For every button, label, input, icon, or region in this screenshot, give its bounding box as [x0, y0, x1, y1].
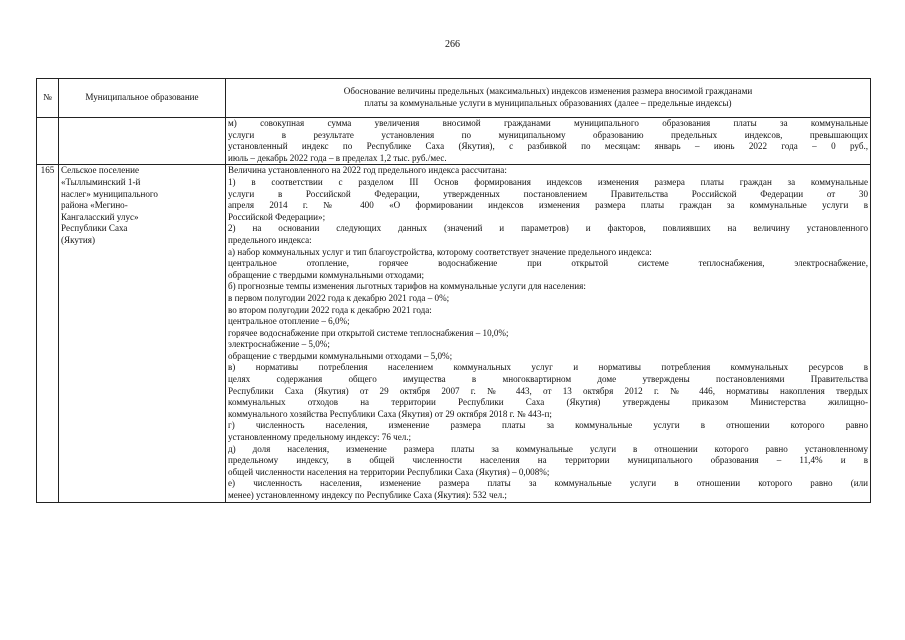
municipality-name-line: наслег» муниципального [61, 188, 158, 199]
text-line: установленный индекс по Республике Саха (Якутия), с разбивкой по месяцам: январь – июнь 2022 года – 0 руб., [228, 141, 868, 152]
row-number: 165 [37, 165, 59, 502]
text-line: обращение с твердыми коммунальными отходами; [228, 269, 425, 280]
municipality-name-line: Кангаласский улус» [61, 211, 139, 222]
text-line: менее) установленному индексу по Республике Саха (Якутия): 532 чел.; [228, 490, 507, 500]
text-line: июль – декабрь 2022 года – в пределах 1,2 тыс. руб./мес. [228, 152, 447, 163]
indices-table [36, 78, 871, 503]
text-line: м) совокупная сумма увеличения вносимой гражданами муниципального образования платы за коммунальные [228, 118, 868, 128]
header-number: № [37, 79, 59, 118]
text-line: Величина установленного на 2022 год предельного индекса рассчитана: [228, 165, 507, 176]
continued-text-cell [226, 118, 871, 165]
text-line: г) численность населения, изменение размера платы за коммунальные услуги в отношении которого равно [228, 420, 868, 431]
page-number: 266 [445, 39, 460, 50]
municipality-name [59, 165, 226, 502]
text-line: апреля 2014 г. № 400 «О формировании индексов изменения размера платы граждан за коммунальные услуги в [228, 200, 868, 211]
header-justification-line-1: Обоснование величины предельных (максимальных) индексов изменения размера вносимой гражданами [343, 86, 753, 97]
text-line: в) нормативы потребления населением коммунальных услуг и нормативы потребления коммунальных ресурсов в [228, 362, 868, 373]
municipality-name-line: Республики Саха [61, 223, 128, 234]
continued-number-cell [37, 118, 59, 165]
text-line: горячее водоснабжение при открытой системе теплоснабжения – 10,0%; [228, 327, 509, 338]
municipality-name-line: района «Мегино- [61, 200, 128, 211]
text-line: Республики Саха (Якутия) от 29 октября 2007 г. № 443, от 13 октября 2012 г. № 446, нормативы накопления твердых [228, 385, 868, 396]
text-line: предельного индекса: [228, 234, 312, 245]
text-line: б) прогнозные темпы изменения льготных тарифов на коммунальные услуги для населения: [228, 281, 586, 292]
header-municipality: Муниципальное образование [59, 79, 226, 118]
municipality-name-line: Сельское поселение [61, 165, 140, 176]
header-justification-line-2: платы за коммунальные услуги в муниципальных образованиях (далее – предельные индексы) [364, 98, 732, 108]
text-line: целях содержания общего имущества в многоквартирном доме утверждены постановлениями Правительства [228, 374, 868, 385]
text-line: электроснабжение – 5,0%; [228, 339, 330, 350]
table-header-row [37, 79, 871, 118]
text-line: центральное отопление, горячее водоснабжение при открытой системе теплоснабжения, электроснабжение, [228, 258, 868, 269]
text-line: услуги в результате установления по муниципальному образованию предельных индексов, превышающих [228, 129, 868, 140]
text-line: предельному индексу, в общей численности населения на территории муниципального образования – 11,4% и в [228, 455, 868, 466]
text-line: 2) на основании следующих данных (значений и параметров) и факторов, повлиявших на величину установленного [228, 223, 868, 234]
table-row-continued [37, 118, 871, 165]
text-line: 1) в соответствии с разделом III Основ формирования индексов изменения размера платы граждан за коммунальные [228, 176, 868, 187]
text-line: центральное отопление – 6,0%; [228, 316, 350, 327]
header-justification [226, 79, 871, 118]
continued-municipality-cell [59, 118, 226, 165]
text-line: коммунального хозяйства Республики Саха (Якутия) от 29 октября 2018 г. № 443-п; [228, 408, 552, 419]
table-row-165 [37, 165, 871, 502]
municipality-name-line: «Тыллыминский 1-й [61, 176, 141, 187]
justification-text-cell [226, 165, 871, 502]
text-line: а) набор коммунальных услуг и тип благоустройства, которому соответствует значение предельного индекса: [228, 246, 652, 257]
text-line: коммунальных отходов на территории Республики Саха (Якутия) утверждены приказом Министерства жилищно- [228, 397, 868, 408]
text-line: установленному предельному индексу: 76 чел.; [228, 432, 412, 443]
text-line: обращение с твердыми коммунальными отходами – 5,0%; [228, 350, 453, 361]
municipality-name-line: (Якутия) [61, 234, 95, 245]
text-line: услуги в Российской Федерации, утвержденных постановлением Правительства Российской Федерации от 30 [228, 188, 868, 199]
text-line: е) численность населения, изменение размера платы за коммунальные услуги в отношении которого равно (или [228, 478, 868, 489]
text-line: Российской Федерации»; [228, 211, 326, 222]
text-line: д) доля населения, изменение размера платы за коммунальные услуги в отношении которого равно установленному [228, 443, 868, 454]
text-line: во втором полугодии 2022 года к декабрю 2021 года: [228, 304, 432, 315]
text-line: в первом полугодии 2022 года к декабрю 2021 года – 0%; [228, 292, 450, 303]
text-line: общей численности населения на территории Республики Саха (Якутия) – 0,008%; [228, 466, 550, 477]
